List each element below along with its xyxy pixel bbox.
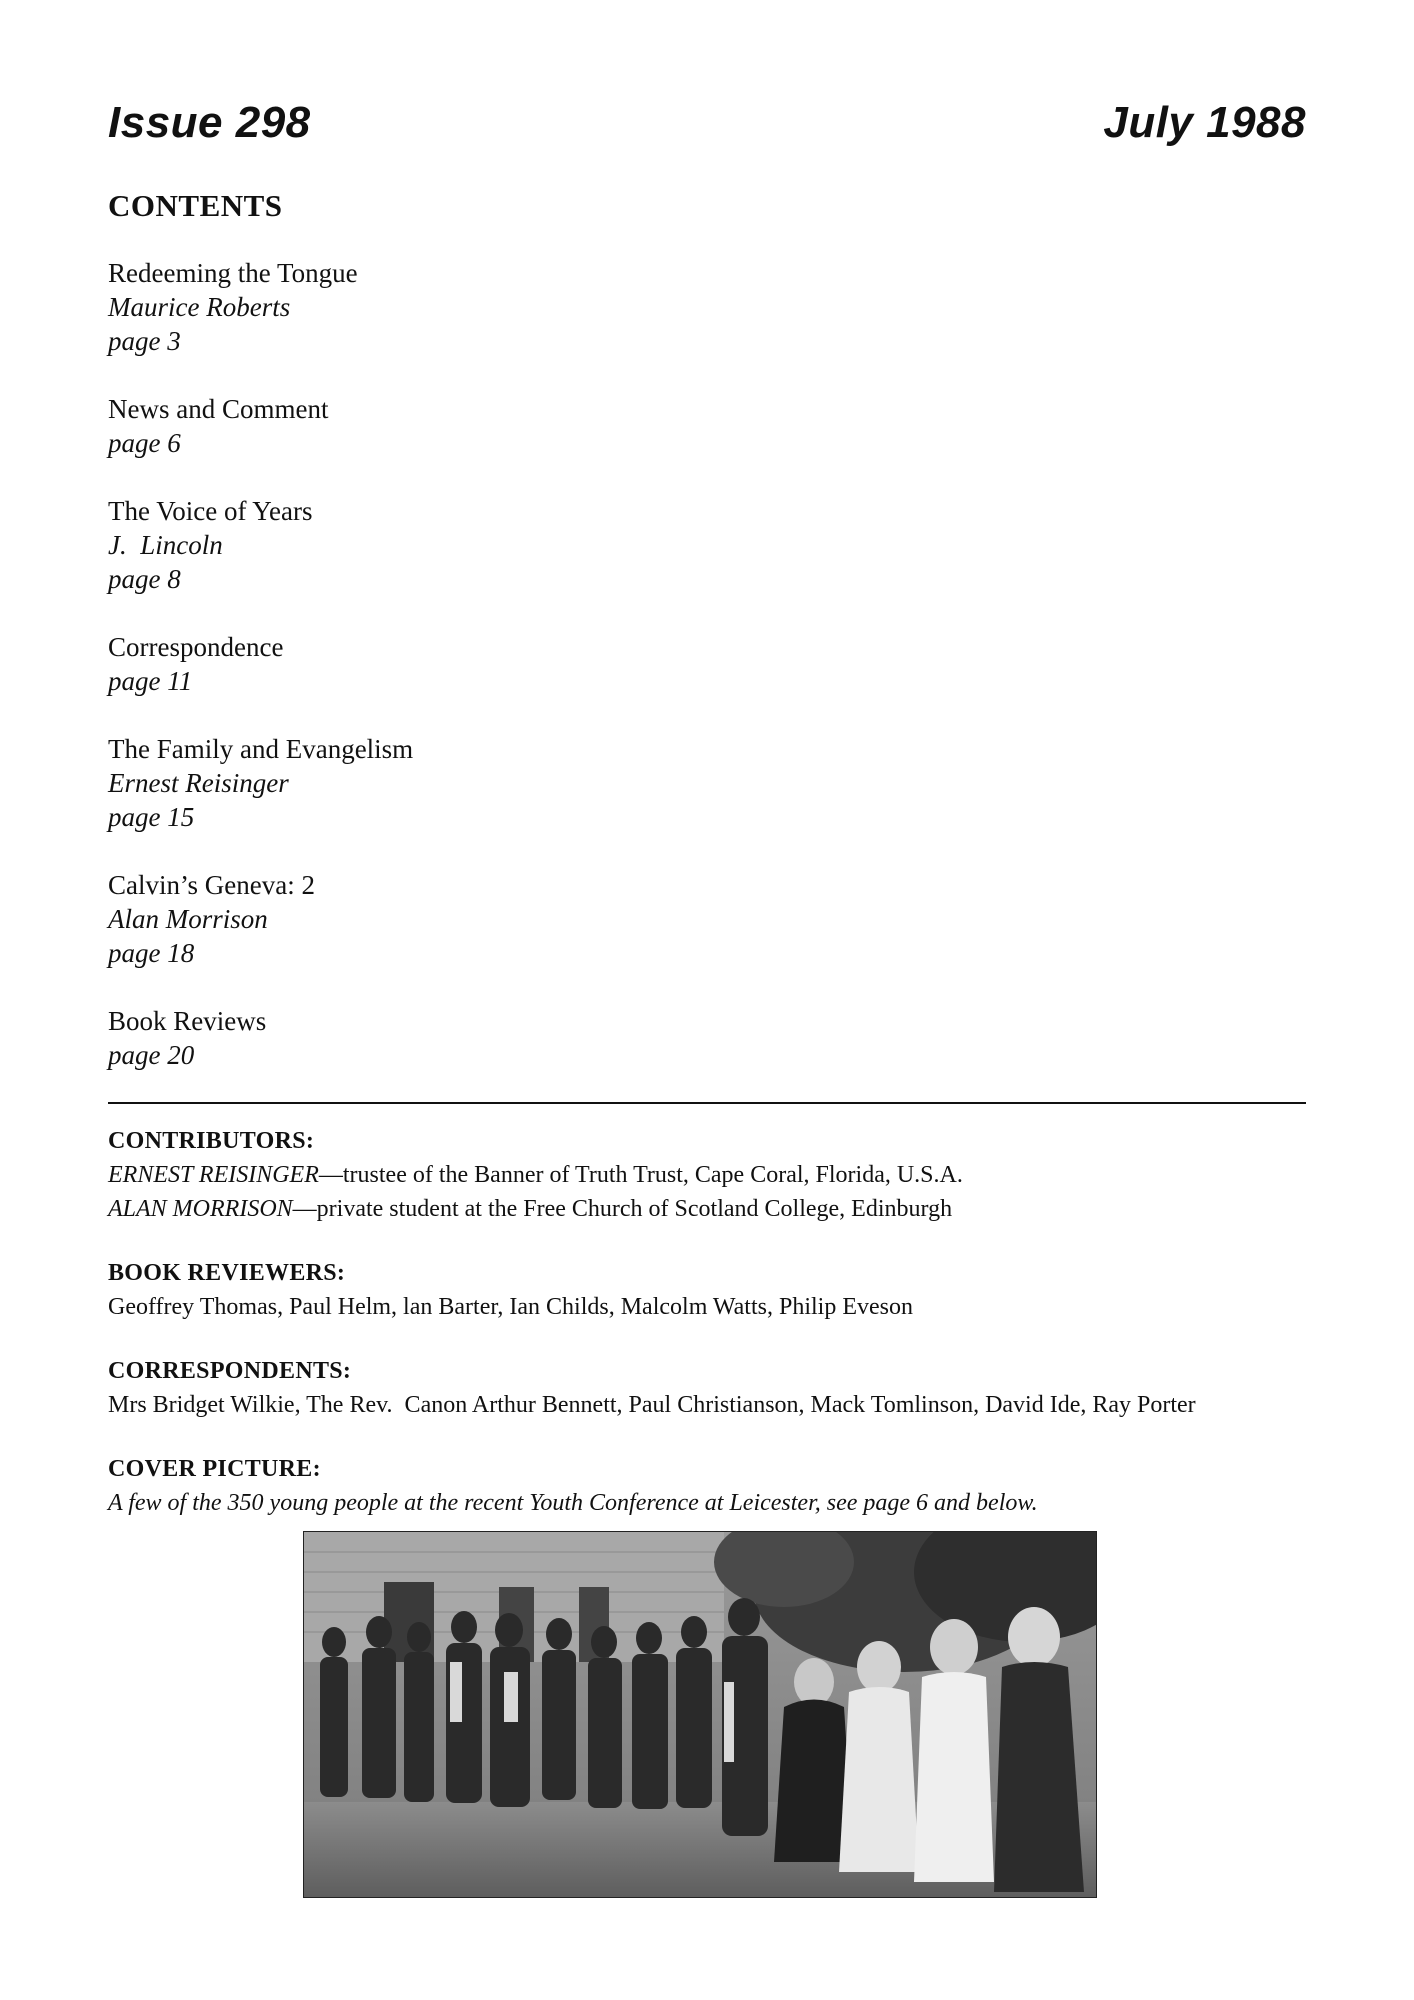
cover-picture-caption: A few of the 350 young people at the recent Youth Conference at Leicester, see page 6 and below. <box>108 1490 1038 1516</box>
contributor-name: ALAN MORRISON <box>108 1196 293 1222</box>
toc-page: page 15 <box>108 802 195 832</box>
cover-photo-image <box>304 1532 1096 1897</box>
toc-entry <box>108 494 413 596</box>
book-reviewers-heading: BOOK REVIEWERS: <box>108 1260 346 1286</box>
contributor-name: ERNEST REISINGER <box>108 1162 319 1188</box>
toc-entry <box>108 1004 413 1072</box>
section-divider <box>108 1102 1306 1104</box>
correspondents-section <box>108 1354 1354 1422</box>
toc-page: page 3 <box>108 326 181 356</box>
contributors-section <box>108 1124 1354 1226</box>
issue-date: July 1988 <box>1103 98 1306 147</box>
toc-page: page 6 <box>108 428 181 458</box>
book-reviewers-list: Geoffrey Thomas, Paul Helm, lan Barter, Ian Childs, Malcolm Watts, Philip Eveson <box>108 1294 913 1320</box>
masthead <box>108 98 1306 148</box>
contributor-line <box>108 1158 1354 1192</box>
toc-title: News and Comment <box>108 394 329 424</box>
toc-title: Book Reviews <box>108 1006 267 1036</box>
toc-author: Alan Morrison <box>108 904 268 934</box>
contributors-heading: CONTRIBUTORS: <box>108 1128 315 1154</box>
contributor-description: —private student at the Free Church of Scotland College, Edinburgh <box>292 1196 953 1222</box>
toc-title: The Family and Evangelism <box>108 734 414 764</box>
issue-number: Issue 298 <box>108 98 311 147</box>
cover-picture-heading: COVER PICTURE: <box>108 1456 321 1482</box>
contents-heading: CONTENTS <box>108 188 283 223</box>
toc-author: J. Lincoln <box>108 530 223 560</box>
toc-entry <box>108 868 413 970</box>
toc-page: page 11 <box>108 666 193 696</box>
toc-author: Ernest Reisinger <box>108 768 289 798</box>
cover-photo <box>303 1531 1097 1898</box>
contributor-description: —trustee of the Banner of Truth Trust, Cape Coral, Florida, U.S.A. <box>318 1162 963 1188</box>
toc-page: page 8 <box>108 564 181 594</box>
toc-title: Correspondence <box>108 632 284 662</box>
toc-entry <box>108 392 413 460</box>
toc-title: Calvin’s Geneva: 2 <box>108 870 315 900</box>
toc-title: The Voice of Years <box>108 496 313 526</box>
correspondents-list: Mrs Bridget Wilkie, The Rev. Canon Arthur Bennett, Paul Christianson, Mack Tomlinson, David Ide, Ray Porter <box>108 1392 1196 1418</box>
cover-picture-section <box>108 1452 1354 1520</box>
toc-title: Redeeming the Tongue <box>108 258 358 288</box>
correspondents-heading: CORRESPONDENTS: <box>108 1358 352 1384</box>
toc-entry <box>108 256 413 358</box>
toc-author: Maurice Roberts <box>108 292 291 322</box>
toc-page: page 18 <box>108 938 195 968</box>
toc-entry <box>108 732 413 834</box>
credits <box>108 1124 1354 1550</box>
toc-entry <box>108 630 413 698</box>
book-reviewers-section <box>108 1256 1354 1324</box>
toc-page: page 20 <box>108 1040 195 1070</box>
contributor-line <box>108 1192 1354 1226</box>
table-of-contents <box>108 256 413 1072</box>
